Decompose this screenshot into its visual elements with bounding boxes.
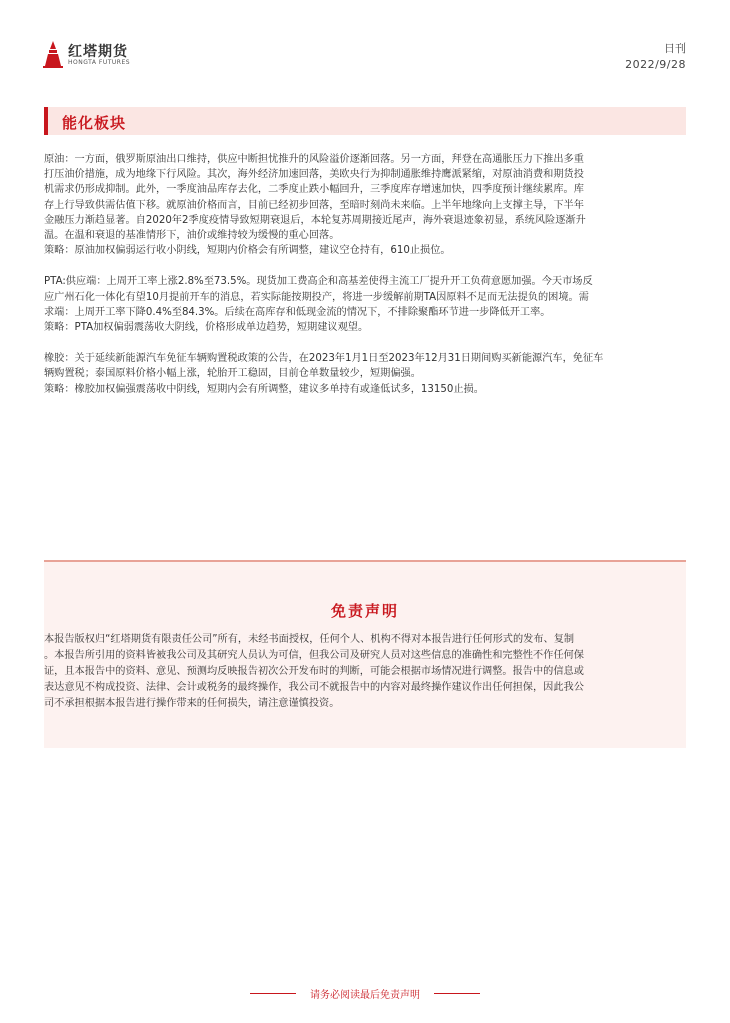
- paragraph-rubber: [44, 351, 688, 397]
- page-footer: [250, 986, 480, 1000]
- logo-text-cn: 红塔期货: [68, 44, 128, 60]
- text-line: 司不承担根据本报告进行操作带来的任何损失，请注意谨慎投资。: [44, 698, 340, 709]
- disclaimer-title: 免责声明: [330, 602, 399, 620]
- section-accent-bar: [44, 107, 48, 135]
- text-line: 温。在温和衰退的基准情形下，油价或维持较为缓慢的重心回落。: [44, 230, 340, 242]
- company-logo: [42, 40, 162, 70]
- text-line: 求端：上周开工率下降0.4%至84.3%。后续在高库存和低现金流的情况下，不排除聚酯环节进一步降低开工率。: [44, 306, 551, 318]
- tower-logo-icon: [42, 40, 64, 68]
- text-line: 证，且本报告中的资料、意见、预测均反映报告初次公开发布时的判断，可能会根据市场情况进行调整。报告中的信息或: [44, 666, 584, 677]
- text-line: 金融压力渐趋显著。自2020年2季度疫情导致短期衰退后，本轮复苏周期接近尾声，海外衰退迹象初显，系统风险逐渐升: [44, 214, 586, 226]
- section-heading: [44, 107, 686, 135]
- text-line: 本报告版权归“红塔期货有限责任公司”所有，未经书面授权，任何个人、机构不得对本报告进行任何形式的发布、复制: [44, 634, 575, 645]
- footer-rule-left: [250, 993, 296, 994]
- footer-notice: 请务必阅读最后免责声明: [310, 990, 420, 1001]
- text-line: 策略：PTA加权偏弱震荡收大阴线，价格形成单边趋势，短期建议观望。: [44, 322, 369, 334]
- section-title: 能化板块: [62, 114, 127, 132]
- text-line: 橡胶：关于延续新能源汽车免征车辆购置税政策的公告，在2023年1月1日至2023年12月31日期间购买新能源汽车，免征车: [44, 353, 604, 365]
- text-line: 存上行导致供需估值下移。就原油价格而言，目前已经初步回落，至暗时刻尚未来临。上半年地缘向上支撑主导，下半年: [44, 199, 584, 211]
- report-content: [44, 152, 688, 413]
- text-line: 打压油价措施，成为地缘下行风险。其次，海外经济加速回落，美欧央行为抑制通胀维持鹰派紧缩，对原油消费和期货投: [44, 169, 584, 181]
- text-line: 表达意见不构成投资、法律、会计或税务的最终操作，我公司不就报告中的内容对最终操作建议作出任何担保，因此我公: [44, 682, 584, 693]
- text-line: 。本报告所引用的资料皆被我公司及其研究人员认为可信，但我公司及研究人员对这些信息的准确性和完整性不作任何保: [44, 650, 584, 661]
- text-line: 策略：原油加权偏弱运行收小阴线，短期内价格会有所调整，建议空仓持有，610止损位。: [44, 245, 451, 257]
- disclaimer-box: [44, 560, 686, 748]
- text-line: 原油：一方面，俄罗斯原油出口维持，供应中断担忧推升的风险溢价逐渐回落。另一方面，拜登在高通胀压力下推出多重: [44, 154, 584, 165]
- text-line: 机需求仍形成抑制。此外，一季度油品库存去化，二季度止跌小幅回升，三季度库存增速加快，四季度预计继续累库。库: [44, 184, 584, 196]
- paragraph-crude-oil: [44, 152, 688, 258]
- logo-text-en: HONGTA FUTURES: [68, 59, 131, 66]
- text-line: 策略：橡胶加权偏强震荡收中阴线，短期内会有所调整，建议多单持有或逢低试多，13150止损。: [44, 383, 484, 395]
- report-type: 日刊: [664, 42, 686, 55]
- disclaimer-text: [44, 632, 686, 712]
- text-line: PTA:供应端：上周开工率上涨2.8%至73.5%。现货加工费高企和高基差使得主流工厂提升开工负荷意愿加强。今天市场反: [44, 276, 593, 288]
- footer-rule-right: [434, 993, 480, 994]
- text-line: 应广州石化一体化有望10月提前开车的消息，若实际能按期投产，将进一步缓解前期TA因原料不足而无法提负的困境。需: [44, 291, 589, 303]
- paragraph-pta: [44, 274, 688, 335]
- report-date: 2022/9/28: [625, 58, 686, 71]
- text-line: 辆购置税；泰国原料价格小幅上涨，轮胎开工稳固，目前仓单数量较少，短期偏强。: [44, 368, 421, 380]
